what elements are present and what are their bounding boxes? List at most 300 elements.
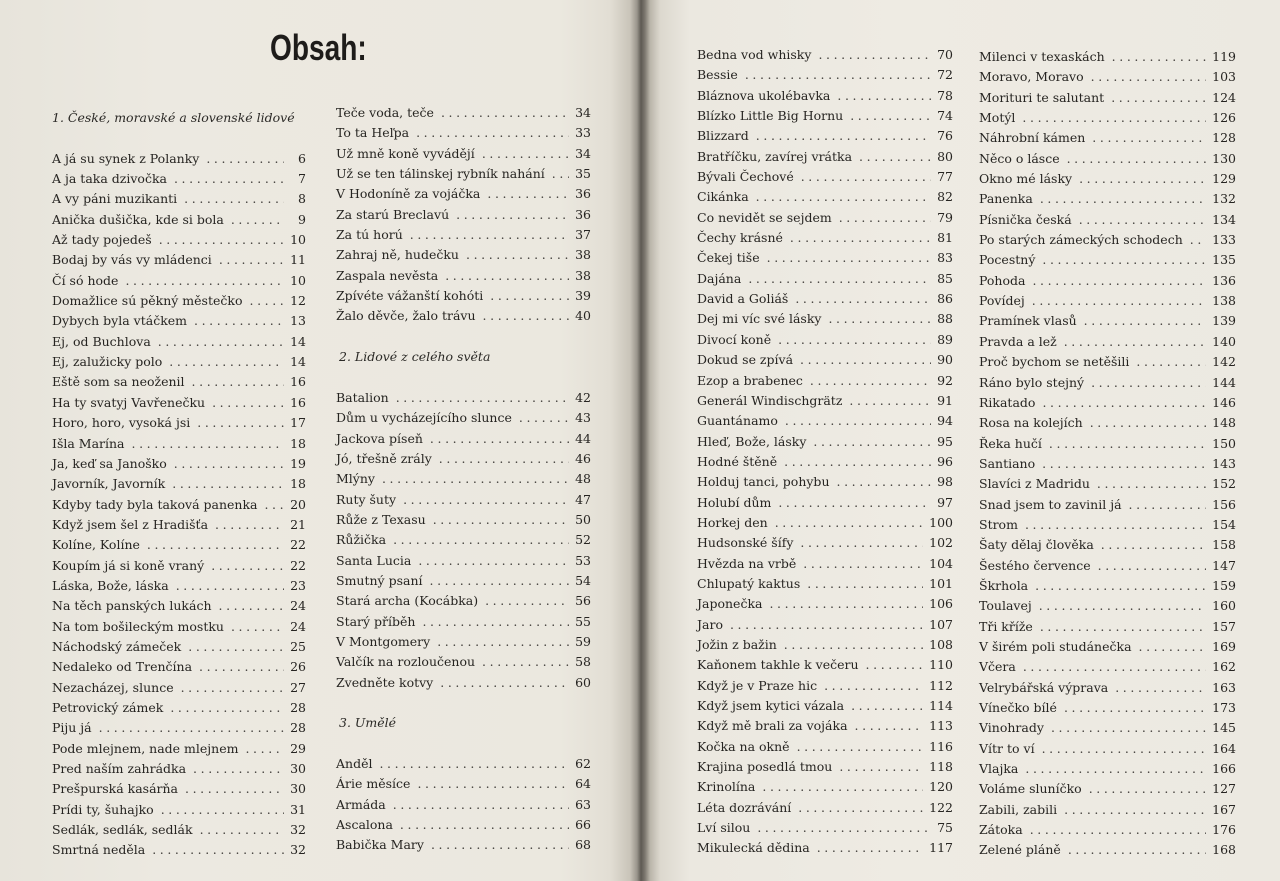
toc-entry-title: Jackova píseň (336, 430, 423, 446)
toc-entry-title: A já su synek z Polanky (52, 150, 200, 166)
dot-leader (1101, 535, 1206, 555)
toc-entry (52, 413, 306, 433)
toc-entry (697, 86, 953, 106)
toc-entry-title: Panenka (979, 191, 1033, 207)
toc-entry-page: 44 (575, 430, 591, 446)
dot-leader (158, 332, 284, 352)
dot-leader (817, 838, 923, 858)
toc-entry (336, 795, 591, 815)
toc-entry (336, 612, 591, 632)
toc-entry-page: 113 (929, 718, 953, 734)
toc-entry-title: A ja taka dzivočka (52, 171, 167, 187)
toc-entry-page: 90 (937, 352, 953, 368)
toc-entry (979, 88, 1236, 108)
toc-entry-title: Vínečko bílé (979, 700, 1057, 715)
toc-entry-page: 147 (1212, 557, 1236, 573)
toc-entry-page: 138 (1212, 293, 1236, 309)
toc-entry-title: Krajina posedlá tmou (697, 759, 833, 775)
toc-entry (697, 147, 953, 167)
toc-entry-page: 112 (929, 677, 953, 693)
toc-entry-page: 39 (575, 288, 591, 304)
toc-entry-title: Horkej den (697, 514, 768, 530)
dot-leader (1030, 820, 1206, 840)
toc-entry (979, 800, 1236, 820)
toc-entry (336, 774, 591, 794)
toc-entry-page: 77 (937, 169, 953, 185)
toc-entry-title: Smrtná neděla (52, 842, 146, 858)
dot-leader (393, 795, 569, 815)
toc-entry-title: Dům u vycházejícího slunce (336, 410, 512, 426)
toc-entry-page: 68 (575, 837, 591, 853)
toc-entry-page: 11 (290, 252, 306, 268)
toc-entry-page: 169 (1212, 638, 1236, 654)
toc-entry-page: 40 (575, 308, 591, 324)
toc-entry-title: Chlupatý kaktus (697, 575, 801, 591)
toc-entry (52, 230, 306, 250)
toc-entry (336, 652, 591, 672)
toc-entry-title: Bývali Čechové (697, 169, 794, 185)
dot-leader (416, 123, 569, 143)
dot-leader (849, 391, 931, 411)
toc-entry (336, 530, 591, 550)
toc-entry-title: Na těch panských lukách (52, 598, 212, 614)
toc-entry-title: Něco o lásce (979, 150, 1060, 166)
toc-entry-page: 13 (290, 313, 306, 329)
dot-leader (174, 454, 284, 474)
toc-entry-title: Domažlice sú pěkný městečko (52, 293, 243, 309)
toc-entry-page: 32 (290, 822, 306, 838)
toc-entry (979, 678, 1236, 698)
toc-entry-page: 107 (929, 616, 953, 632)
toc-entry (697, 818, 953, 838)
toc-entry (52, 657, 306, 677)
toc-entry-title: Dajána (697, 270, 742, 286)
toc-entry-title: Čekej tiše (697, 250, 760, 266)
right-page (640, 0, 1280, 881)
toc-entry-title: Pohoda (979, 272, 1026, 288)
dot-leader (859, 147, 931, 167)
toc-entry (697, 757, 953, 777)
dot-leader (795, 289, 931, 309)
toc-entry-page: 58 (575, 654, 591, 670)
toc-entry-title: Až tady pojedeš (52, 232, 152, 248)
toc-entry-title: Ascalona (336, 817, 393, 833)
toc-entry (336, 754, 591, 774)
toc-entry-page: 176 (1212, 822, 1236, 838)
toc-entry-title: Slavíci z Madridu (979, 476, 1090, 492)
toc-entry-title: Milenci v texaskách (979, 49, 1105, 64)
toc-entry (52, 372, 306, 392)
toc-entry-title: Armáda (336, 796, 386, 812)
toc-entry (52, 535, 306, 555)
dot-leader (161, 800, 284, 820)
toc-entry-title: Bodaj by vás vy mládenci (52, 252, 212, 268)
toc-entry (52, 759, 306, 779)
toc-entry-title: Jožin z bažin (697, 636, 777, 652)
toc-entry-page: 163 (1212, 679, 1236, 695)
toc-entry (697, 371, 953, 391)
dot-leader (422, 612, 569, 632)
toc-entry-page: 127 (1212, 781, 1236, 797)
toc-entry-title: Eště som sa neoženil (52, 374, 185, 390)
toc-entry-title: Velrybářská výprava (979, 679, 1109, 695)
dot-leader (1064, 800, 1206, 820)
toc-entry-page: 116 (929, 738, 953, 754)
toc-entry-title: Krinolína (697, 779, 756, 795)
dot-leader (839, 757, 923, 777)
dot-leader (775, 513, 923, 533)
toc-entry-page: 20 (290, 496, 306, 512)
dot-leader (215, 515, 284, 535)
toc-entry-title: Náhrobní kámen (979, 130, 1086, 146)
dot-leader (264, 495, 284, 515)
toc-entry (697, 574, 953, 594)
toc-entry (336, 571, 591, 591)
toc-entry (52, 434, 306, 454)
toc-entry (697, 513, 953, 533)
toc-entry-title: Anděl (336, 756, 373, 771)
toc-entry-title: V Montgomery (336, 633, 431, 649)
toc-entry-title: Vítr to ví (979, 740, 1035, 756)
dot-leader (445, 266, 569, 286)
toc-entry-page: 42 (575, 389, 591, 405)
toc-entry-title: Už se ten tálinskej rybník nahání (336, 166, 545, 182)
toc-entry-title: Růžička (336, 532, 387, 548)
toc-entry-page: 95 (937, 433, 953, 449)
toc-entry-page: 48 (575, 471, 591, 487)
toc-entry-page: 139 (1212, 313, 1236, 329)
toc-entry-page: 83 (937, 250, 953, 266)
toc-entry-page: 101 (929, 575, 953, 591)
dot-leader (818, 45, 931, 65)
toc-entry (336, 306, 591, 326)
toc-entry-page: 23 (290, 577, 306, 593)
toc-entry-page: 119 (1212, 49, 1236, 64)
dot-leader (1139, 637, 1207, 657)
toc-entry-page: 98 (937, 474, 953, 490)
toc-entry (979, 67, 1236, 87)
toc-entry (979, 535, 1236, 555)
dot-leader (393, 530, 569, 550)
toc-entry-title: Když jsem šel z Hradišťa (52, 516, 209, 532)
toc-entry-title: Jaro (697, 616, 723, 632)
toc-entry-title: Bedna vod whisky (697, 47, 812, 62)
toc-entry-page: 88 (937, 311, 953, 327)
dot-leader (1190, 230, 1206, 250)
toc-entry (697, 65, 953, 85)
toc-entry-page: 9 (298, 211, 306, 227)
toc-entry (52, 637, 306, 657)
toc-entry-page: 135 (1212, 252, 1236, 268)
toc-entry-title: Rosa na kolejích (979, 415, 1083, 431)
dot-leader (767, 248, 931, 268)
toc-entry-page: 154 (1212, 516, 1236, 532)
toc-entry-title: Šestého července (979, 557, 1091, 573)
toc-entry-page: 148 (1212, 415, 1236, 431)
dot-leader (211, 556, 284, 576)
dot-leader (181, 678, 284, 698)
toc-entry-page: 76 (937, 128, 953, 144)
dot-leader (1042, 250, 1206, 270)
toc-entry-title: Co nevidět se sejdem (697, 209, 832, 225)
toc-entry-title: Árie měsíce (336, 776, 411, 792)
dot-leader (730, 615, 923, 635)
toc-entry-page: 118 (929, 759, 953, 775)
toc-entry-title: Když mě brali za vojáka (697, 718, 848, 734)
toc-entry (697, 350, 953, 370)
toc-entry-page: 97 (937, 494, 953, 510)
toc-entry-page: 132 (1212, 191, 1236, 207)
toc-entry (697, 554, 953, 574)
dot-leader (1089, 779, 1206, 799)
toc-entry-title: Bláznova ukolébavka (697, 87, 831, 103)
dot-leader (748, 269, 931, 289)
toc-entry-title: Ráno bylo stejný (979, 374, 1085, 390)
toc-entry (336, 164, 591, 184)
toc-entry (979, 657, 1236, 677)
toc-entry (697, 106, 953, 126)
toc-entry-title: Ja, keď sa Janoško (52, 455, 167, 471)
toc-entry-page: 35 (575, 166, 591, 182)
toc-entry-page: 128 (1212, 130, 1236, 146)
toc-entry (697, 838, 953, 858)
toc-entry (52, 189, 306, 209)
dot-leader (250, 291, 285, 311)
toc-entry (52, 271, 306, 291)
dot-leader (756, 126, 931, 146)
toc-entry (979, 739, 1236, 759)
toc-entry-title: Řeka hučí (979, 435, 1042, 451)
toc-entry-page: 47 (575, 491, 591, 507)
dot-leader (784, 452, 931, 472)
dot-leader (466, 245, 569, 265)
toc-entry-title: Toulavej (979, 598, 1032, 614)
toc-entry-page: 29 (290, 740, 306, 756)
dot-leader (400, 815, 569, 835)
toc-entry-title: Dybych byla vtáčkem (52, 313, 188, 329)
dot-leader (170, 698, 284, 718)
toc-entry (52, 840, 306, 860)
toc-entry-title: Kolíne, Kolíne (52, 537, 140, 553)
toc-entry-page: 91 (937, 392, 953, 408)
toc-entry-title: A vy páni muzikanti (52, 191, 178, 207)
dot-leader (490, 286, 569, 306)
toc-entry-title: Proč bychom se netěšili (979, 354, 1130, 370)
toc-entry (979, 759, 1236, 779)
dot-leader (99, 718, 284, 738)
toc-entry (697, 655, 953, 675)
dot-leader (431, 835, 569, 855)
toc-entry-page: 31 (290, 801, 306, 817)
toc-entry-title: Zahraj ně, hudečku (336, 247, 459, 263)
toc-entry (979, 169, 1236, 189)
toc-entry-page: 80 (937, 148, 953, 164)
toc-entry (697, 269, 953, 289)
toc-entry-page: 10 (290, 232, 306, 248)
toc-entry (336, 286, 591, 306)
dot-leader (1022, 108, 1206, 128)
toc-entry-title: Moravo, Moravo (979, 69, 1084, 85)
toc-entry (336, 632, 591, 652)
toc-entry-title: V Hodoníně za vojáčka (336, 186, 481, 202)
toc-entry (52, 779, 306, 799)
toc-entry (979, 311, 1236, 331)
toc-entry (52, 495, 306, 515)
toc-entry-page: 114 (929, 698, 953, 713)
toc-entry (336, 205, 591, 225)
dot-leader (1136, 352, 1206, 372)
toc-entry-page: 140 (1212, 333, 1236, 349)
toc-entry (979, 515, 1236, 535)
toc-entry-page: 28 (290, 720, 306, 736)
toc-entry-title: Vlajka (979, 761, 1019, 777)
toc-entry (697, 716, 953, 736)
toc-entry-page: 21 (290, 516, 306, 532)
dot-leader (757, 818, 931, 838)
toc-entry (336, 388, 591, 408)
dot-leader (147, 535, 284, 555)
dot-leader (245, 739, 284, 759)
toc-entry (979, 352, 1236, 372)
toc-entry-title: Za tú horú (336, 227, 403, 243)
dot-leader (174, 169, 284, 189)
dot-leader (1115, 678, 1206, 698)
toc-entry-page: 66 (575, 817, 591, 833)
toc-entry (979, 698, 1236, 718)
toc-entry-page: 96 (937, 453, 953, 469)
toc-entry (52, 617, 306, 637)
dot-leader (800, 533, 923, 553)
toc-entry (336, 673, 591, 693)
toc-entry-title: Motýl (979, 110, 1016, 126)
toc-entry (336, 103, 591, 123)
dot-leader (1023, 657, 1206, 677)
toc-entry-page: 85 (937, 270, 953, 286)
dot-leader (172, 474, 284, 494)
section-heading: 1. České, moravské a slovenské lidové (52, 110, 295, 125)
toc-entry (979, 271, 1236, 291)
toc-entry (52, 596, 306, 616)
toc-entry (979, 291, 1236, 311)
toc-entry (979, 210, 1236, 230)
toc-entry-title: Když jsem kytici vázala (697, 698, 845, 713)
dot-leader (125, 271, 284, 291)
toc-entry-title: Ej, zalužicky polo (52, 354, 163, 370)
dot-leader (803, 554, 923, 574)
dot-leader (1129, 495, 1207, 515)
toc-entry-page: 27 (290, 679, 306, 695)
toc-entry (697, 330, 953, 350)
dot-leader (200, 820, 284, 840)
dot-leader (410, 225, 569, 245)
dot-leader (855, 716, 924, 736)
dot-leader (800, 350, 931, 370)
toc-entry-page: 43 (575, 410, 591, 426)
toc-entry (336, 429, 591, 449)
toc-entry-page: 18 (290, 435, 306, 451)
toc-entry-title: Hudsonské šífy (697, 535, 794, 551)
dot-leader (176, 576, 284, 596)
dot-leader (483, 306, 569, 326)
dot-leader (1035, 576, 1206, 596)
toc-entry-title: Zaspala nevěsta (336, 267, 439, 283)
toc-entry-page: 102 (929, 535, 953, 551)
toc-entry-title: Čechy krásné (697, 230, 783, 246)
toc-entry-page: 12 (290, 293, 306, 309)
toc-entry-title: Zvedněte kotvy (336, 674, 434, 690)
toc-entry-page: 14 (290, 333, 306, 349)
toc-entry-page: 36 (575, 186, 591, 202)
toc-entry (697, 45, 953, 65)
toc-entry-title: Ej, od Buchlova (52, 333, 151, 349)
toc-entry (336, 490, 591, 510)
toc-entry-title: Ezop a brabenec (697, 372, 803, 388)
dot-leader (1049, 434, 1206, 454)
toc-entry-page: 86 (937, 291, 953, 307)
toc-entry-page: 89 (937, 331, 953, 347)
toc-entry (52, 352, 306, 372)
dot-leader (441, 103, 569, 123)
toc-entry-page: 134 (1212, 211, 1236, 227)
toc-entry (979, 434, 1236, 454)
dot-leader (1042, 454, 1206, 474)
dot-leader (433, 510, 569, 530)
toc-entry-title: Lví silou (697, 820, 751, 836)
toc-entry-page: 103 (1212, 69, 1236, 85)
toc-entry-page: 92 (937, 372, 953, 388)
toc-entry-page: 38 (575, 247, 591, 263)
toc-entry (336, 551, 591, 571)
dot-leader (169, 352, 284, 372)
toc-entry (979, 47, 1236, 67)
toc-entry-title: Horo, horo, vysoká jsi (52, 415, 191, 431)
dot-leader (828, 309, 931, 329)
toc-entry (979, 149, 1236, 169)
toc-entry (979, 108, 1236, 128)
dot-leader (1092, 128, 1206, 148)
toc-entry-title: Čí só hode (52, 272, 119, 288)
toc-entry-title: Batalion (336, 389, 389, 405)
toc-entry-page: 17 (290, 415, 306, 431)
toc-entry (336, 266, 591, 286)
toc-entry-title: Včera (979, 659, 1016, 675)
toc-entry-title: Pred naším zahrádka (52, 761, 187, 776)
toc-entry (336, 510, 591, 530)
toc-entry-page: 124 (1212, 89, 1236, 105)
toc-entry-page: 19 (290, 455, 306, 471)
dot-leader (1064, 332, 1206, 352)
toc-entry-title: Rikatado (979, 394, 1036, 410)
toc-entry-title: Po starých zámeckých schodech (979, 232, 1183, 248)
toc-entry-title: Valčík na rozloučenou (336, 654, 476, 670)
toc-entry (52, 250, 306, 270)
toc-entry-page: 117 (929, 840, 953, 856)
toc-entry-page: 60 (575, 674, 591, 690)
toc-entry-title: Škrhola (979, 577, 1029, 593)
toc-entry-title: Strom (979, 516, 1018, 532)
toc-column (336, 103, 591, 856)
toc-entry-title: Léta dozrávání (697, 799, 792, 815)
toc-entry-title: Voláme sluníčko (979, 781, 1082, 797)
dot-leader (807, 574, 923, 594)
dot-leader (1039, 596, 1206, 616)
toc-entry-page: 24 (290, 618, 306, 634)
toc-entry-page: 26 (290, 659, 306, 675)
dot-leader (1091, 67, 1207, 87)
toc-entry-page: 34 (575, 105, 591, 120)
toc-entry-title: V širém poli studánečka (979, 638, 1132, 654)
toc-entry-title: Bratříčku, zavírej vrátka (697, 148, 853, 164)
